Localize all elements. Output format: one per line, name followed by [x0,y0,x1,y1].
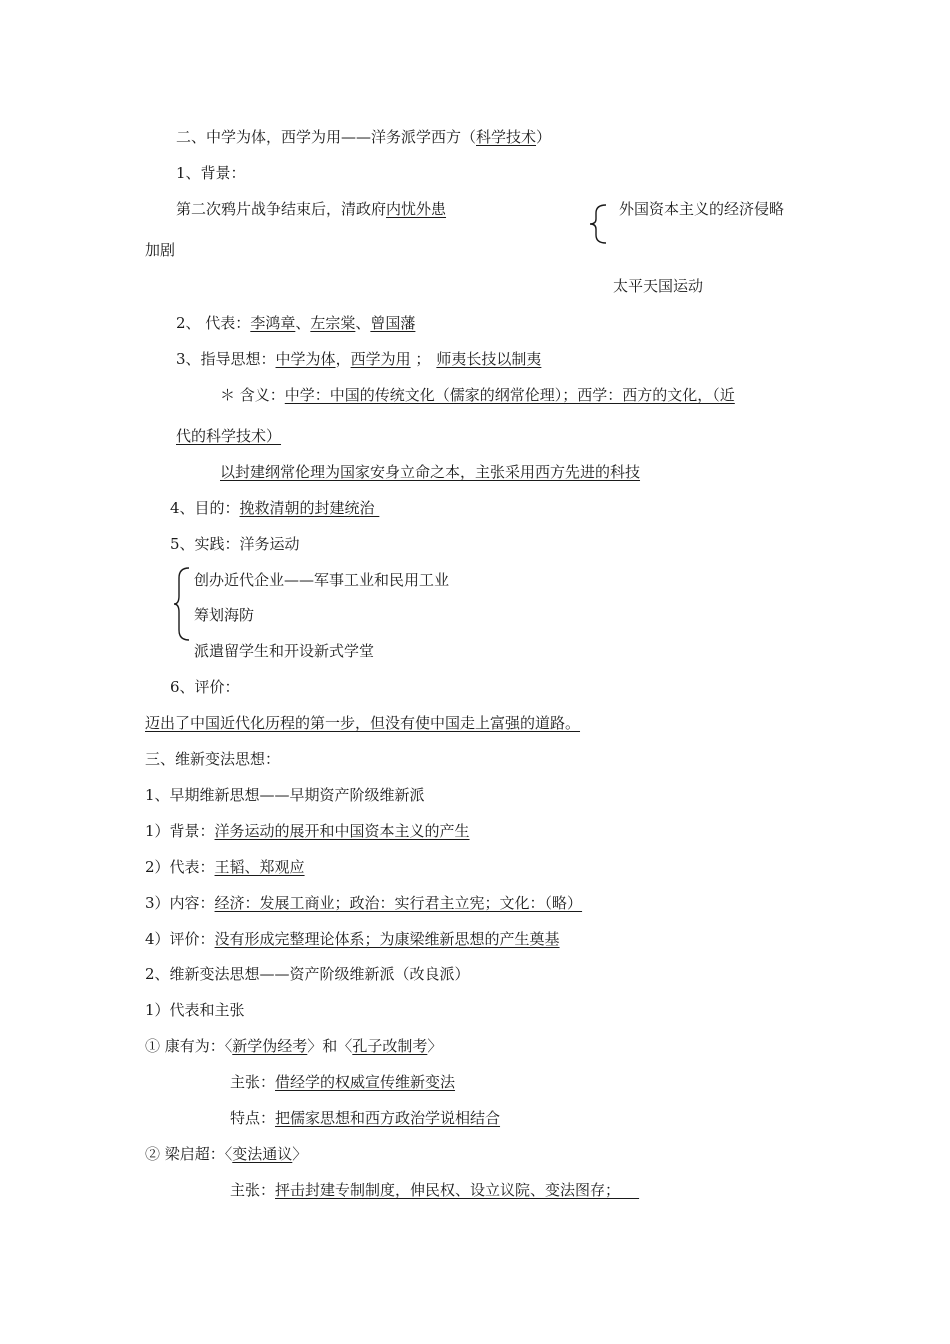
early-background-text: 洋务运动的展开和中国资本主义的产生 [214,822,470,840]
early-evaluation-label: 4）评价： [145,930,215,948]
kang-end: 〉 [427,1037,443,1055]
early-representatives-text: 王韬、郑观应 [214,858,305,876]
early-background [145,821,470,841]
section-2-title [176,127,551,147]
liang-claim-label: 主张： [230,1181,276,1199]
early-background-label: 1）背景： [145,822,215,840]
practice-item-3: 派遣留学生和开设新式学堂 [194,642,375,660]
early-content-text: 经济：发展工商业；政治：实行君主立宪；文化：（略） [214,894,583,912]
early-representatives-label: 2）代表： [145,858,215,876]
kang-youwei [145,1036,442,1056]
background-brace-bottom: 太平天国运动 [613,277,704,295]
meaning-line-2: 代的科学技术） [176,427,282,445]
title-underlined: 科学技术 [476,128,537,146]
evaluation-text: 迈出了中国近代化历程的第一步，但没有使中国走上富强的道路。 [145,714,581,732]
goal [170,498,379,518]
kang-label: ① 康有为：〈 [145,1037,233,1055]
background-text-plain: 第二次鸦片战争结束后，清政府 [176,200,387,218]
kang-claim-label: 主张： [230,1073,276,1091]
comma: ， [335,350,351,368]
kang-claim-text: 借经学的权威宣传维新变法 [275,1073,456,1091]
guiding-ideology [176,349,541,369]
kang-book-1: 新学伪经考 [232,1037,308,1055]
rep-zuo-zongtang: 左宗棠 [310,314,356,332]
background-brace-top: 外国资本主义的经济侵略 [619,200,785,218]
early-reform-title: 1、早期维新思想——早期资产阶级维新派 [145,786,425,804]
early-evaluation-text: 没有形成完整理论体系；为康梁维新思想的产生奠基 [214,930,560,948]
kang-feature-text: 把儒家思想和西方政治学说相结合 [275,1109,501,1127]
ideology-label: 3、指导思想： [176,350,276,368]
rep-zeng-guofan: 曾国藩 [370,314,416,332]
liang-claim-text: 抨击封建专制制度，伸民权、设立议院、变法图存； [275,1181,640,1199]
background-continuation: 加剧 [145,241,176,259]
representatives-label: 2、 代表： [176,314,251,332]
meaning-label: ＊ 含义： [220,386,285,404]
kang-feature [230,1108,500,1128]
semicolon: ； [410,350,431,368]
early-evaluation [145,929,560,949]
separator: 、 [295,314,311,332]
liang-end: 〉 [292,1145,308,1163]
ideology-3: 师夷长技以制夷 [436,350,542,368]
liang-qichao [145,1144,307,1164]
background-text-underlined: 内忧外患 [386,200,447,218]
meaning-line-1 [220,385,735,405]
background-brace-icon [588,203,610,245]
reform-subtitle: 1）代表和主张 [145,1001,245,1019]
liang-label: ② 梁启超：〈 [145,1145,233,1163]
goal-text: 挽救清朝的封建统治 [239,499,380,517]
ideology-2: 西学为用 [350,350,411,368]
early-representatives [145,857,305,877]
liang-claim [230,1180,639,1200]
representatives [176,313,415,333]
kang-claim [230,1072,455,1092]
goal-label: 4、目的： [170,499,240,517]
section-3-title: 三、维新变法思想： [145,750,281,768]
meaning-line-3: 以封建纲常伦理为国家安身立命之本，主张采用西方先进的科技 [220,463,641,481]
title-text: 二、中学为体，西学为用——洋务派学西方（ [176,128,477,146]
practice: 5、实践：洋务运动 [170,535,300,553]
early-content-label: 3）内容： [145,894,215,912]
practice-item-1: 创办近代企业——军事工业和民用工业 [194,571,450,589]
background-label: 1、背景： [176,164,246,182]
rep-li-hongzhang: 李鸿章 [250,314,296,332]
liang-book: 变法通议 [232,1145,293,1163]
kang-feature-label: 特点： [230,1109,276,1127]
early-content [145,893,582,913]
ideology-1: 中学为体 [275,350,336,368]
meaning-text-1: 中学：中国的传统文化（儒家的纲常伦理）；西学：西方的文化，（近 [284,386,735,404]
practice-brace-icon [172,566,192,642]
evaluation-label: 6、评价： [170,678,240,696]
separator: 、 [355,314,371,332]
practice-item-2: 筹划海防 [194,606,255,624]
reform-title: 2、维新变法思想——资产阶级维新派（改良派） [145,965,470,983]
kang-mid: 〉和〈 [307,1037,353,1055]
title-close: ） [536,128,552,146]
kang-book-2: 孔子改制考 [352,1037,428,1055]
background-text [176,199,446,219]
